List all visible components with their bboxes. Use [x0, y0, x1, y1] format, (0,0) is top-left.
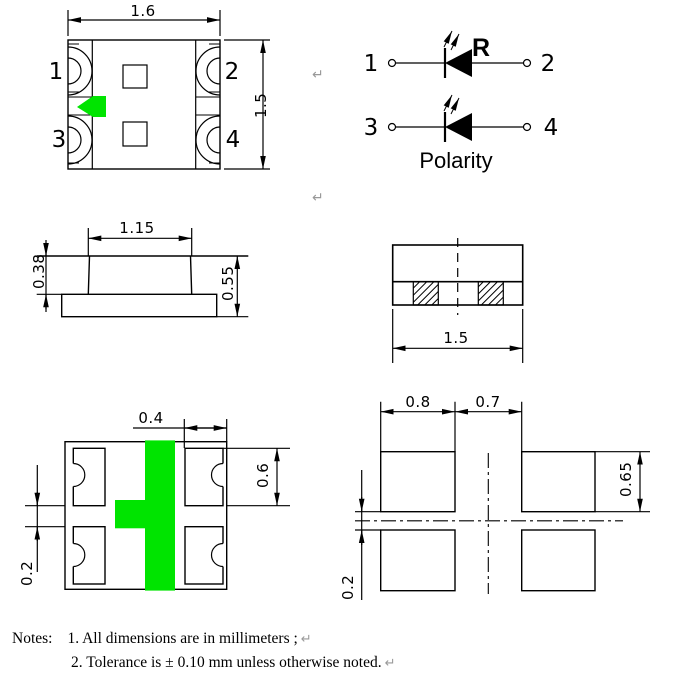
dim-label-pad-height: 0.6	[254, 462, 272, 488]
pad-layout	[339, 393, 650, 600]
notes-line-1	[12, 630, 396, 648]
hatched-terminal	[478, 282, 503, 305]
polarity-circuit	[364, 31, 559, 173]
mold-mark-square-bottom	[123, 122, 147, 146]
notes-label: Notes:	[12, 630, 53, 647]
dim-label-pad-width: 0.4	[138, 409, 164, 427]
dim-label-gap: 0.7	[475, 393, 501, 411]
lens-sides	[88, 256, 191, 294]
light-emission-arrow	[444, 95, 452, 111]
terminal-circle	[524, 124, 531, 131]
dim-label-pad-gap: 0.2	[18, 560, 36, 586]
light-emission-arrow	[451, 98, 459, 114]
dim-extension-lines	[184, 419, 226, 448]
dim-label-width: 1.5	[443, 329, 469, 347]
circuit-pin-2-label: 2	[540, 51, 556, 77]
solder-pad-3	[381, 530, 455, 591]
dim-label-pad-width: 0.8	[405, 393, 431, 411]
notes-text-1: 1. All dimensions are in millimeters ;	[67, 630, 298, 647]
base-outline	[62, 294, 217, 316]
polarity-caption: Polarity	[419, 148, 493, 173]
end-view	[393, 238, 523, 363]
hatched-terminal	[413, 282, 438, 305]
pin-4-label: 4	[225, 127, 241, 153]
paragraph-return-mark: ↵	[300, 632, 312, 647]
led-symbol-2	[364, 95, 559, 142]
light-emission-arrow	[444, 31, 452, 47]
dim-label-pad-height: 0.65	[617, 461, 635, 497]
green-polarity-wing	[115, 500, 146, 528]
polarity-arrow	[77, 96, 106, 117]
dim-label-height: 1.5	[252, 92, 270, 118]
terminal-circle	[524, 60, 531, 67]
green-polarity-bar	[145, 440, 175, 590]
pin-1-label: 1	[48, 59, 64, 85]
solder-pad-2	[522, 452, 595, 512]
terminal-circle	[389, 124, 396, 131]
bottom-view	[18, 409, 290, 591]
top-view	[49, 2, 270, 169]
led-symbol-1	[364, 31, 556, 78]
dim-label-step-height: 0.38	[30, 253, 48, 289]
dim-label-width: 1.6	[130, 2, 156, 20]
terminal-strip-lines	[92, 40, 195, 169]
dim-label-row-gap: 0.2	[339, 574, 357, 600]
dim-label-total-height: 0.55	[219, 265, 237, 301]
dim-label-top-width: 1.15	[119, 219, 155, 237]
diode-triangle	[445, 49, 472, 77]
pin-3-label: 3	[51, 127, 67, 153]
solder-pad-1	[381, 452, 455, 512]
paragraph-return-mark: ↵	[312, 190, 324, 206]
paragraph-return-mark: ↵	[312, 67, 324, 83]
led-color-label: R	[471, 34, 491, 62]
circuit-pin-4-label: 4	[543, 115, 559, 141]
mold-mark-square-top	[123, 65, 147, 88]
diode-triangle	[445, 113, 472, 141]
terminal-circle	[389, 60, 396, 67]
light-emission-arrow	[451, 34, 459, 50]
notes-line-2	[71, 654, 396, 672]
solder-pad-4	[522, 530, 595, 591]
circuit-pin-1-label: 1	[363, 51, 379, 77]
circuit-pin-3-label: 3	[363, 115, 379, 141]
notes	[12, 630, 396, 672]
paragraph-return-mark: ↵	[384, 656, 396, 671]
pin-2-label: 2	[224, 59, 240, 85]
side-view	[30, 219, 248, 317]
notes-text-2: 2. Tolerance is ± 0.10 mm unless otherwise noted.	[71, 654, 382, 671]
